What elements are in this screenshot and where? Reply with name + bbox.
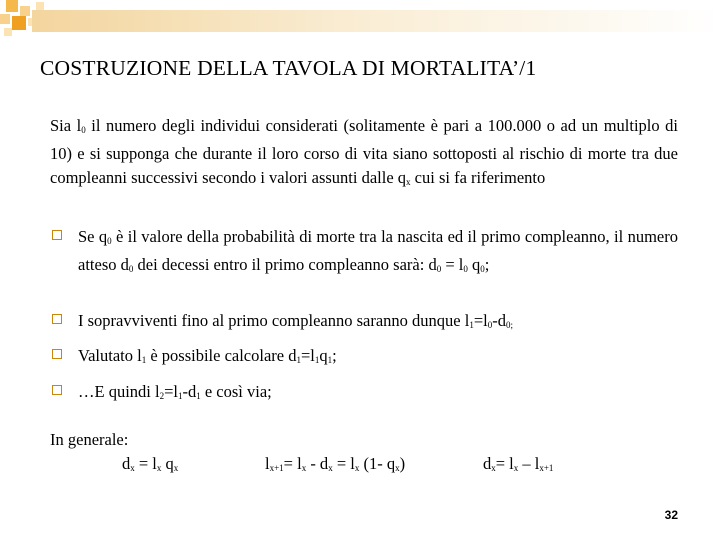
page-number: 32 xyxy=(664,508,678,522)
formula-survivors: $l_{x+1}= l_x - d_x = l_x$ (1- $q_x$) xyxy=(265,454,406,473)
bullet-text: …E quindi $l_2=l_1-d_1$ e così via; xyxy=(78,382,272,401)
formula-deaths-difference: $d_x= l_x - l_{x+1}$ xyxy=(483,454,554,473)
bullet-item-1 xyxy=(50,225,678,281)
bullet-text: Valutato $l_1$ è possibile calcolare $d_1=l_1q_1$; xyxy=(78,346,337,365)
bullet-item-3 xyxy=(50,344,678,372)
bullet-text: Se $q_0$ è il valore della probabilità di morte tra la nascita ed il primo compleanno, il numero atteso $d_0$ dei decessi entro il primo compleanno sarà: $d_0 = l_0$ $q_0$; xyxy=(78,227,678,274)
general-label: In generale: xyxy=(50,430,129,449)
square-bullet-icon xyxy=(52,230,62,240)
bullet-text: I sopravviventi fino al primo compleanno saranno dunque $l_1=l_0-d_{0;}$ xyxy=(78,311,513,330)
bullet-item-2 xyxy=(50,309,678,337)
square-bullet-icon xyxy=(52,314,62,324)
square-bullet-icon xyxy=(52,385,62,395)
formula-deaths: $d_x = l_x$ $q_x$ xyxy=(122,454,179,473)
intro-paragraph: Sia $l_0$ il numero degli individui considerati (solitamente è pari a 100.000 o ad un multiplo di 10) e si supponga che durante il loro corso di vita siano sottoposti al rischio di morte tra due compleanni successivi secondo i valori assunti dalle $q_x$ cui si fa riferimento xyxy=(50,116,678,187)
slide-title: COSTRUZIONE DELLA TAVOLA DI MORTALITA’/1 xyxy=(40,56,537,80)
square-bullet-icon xyxy=(52,349,62,359)
header-gradient-bar xyxy=(32,10,720,32)
bullet-item-4 xyxy=(50,380,678,408)
